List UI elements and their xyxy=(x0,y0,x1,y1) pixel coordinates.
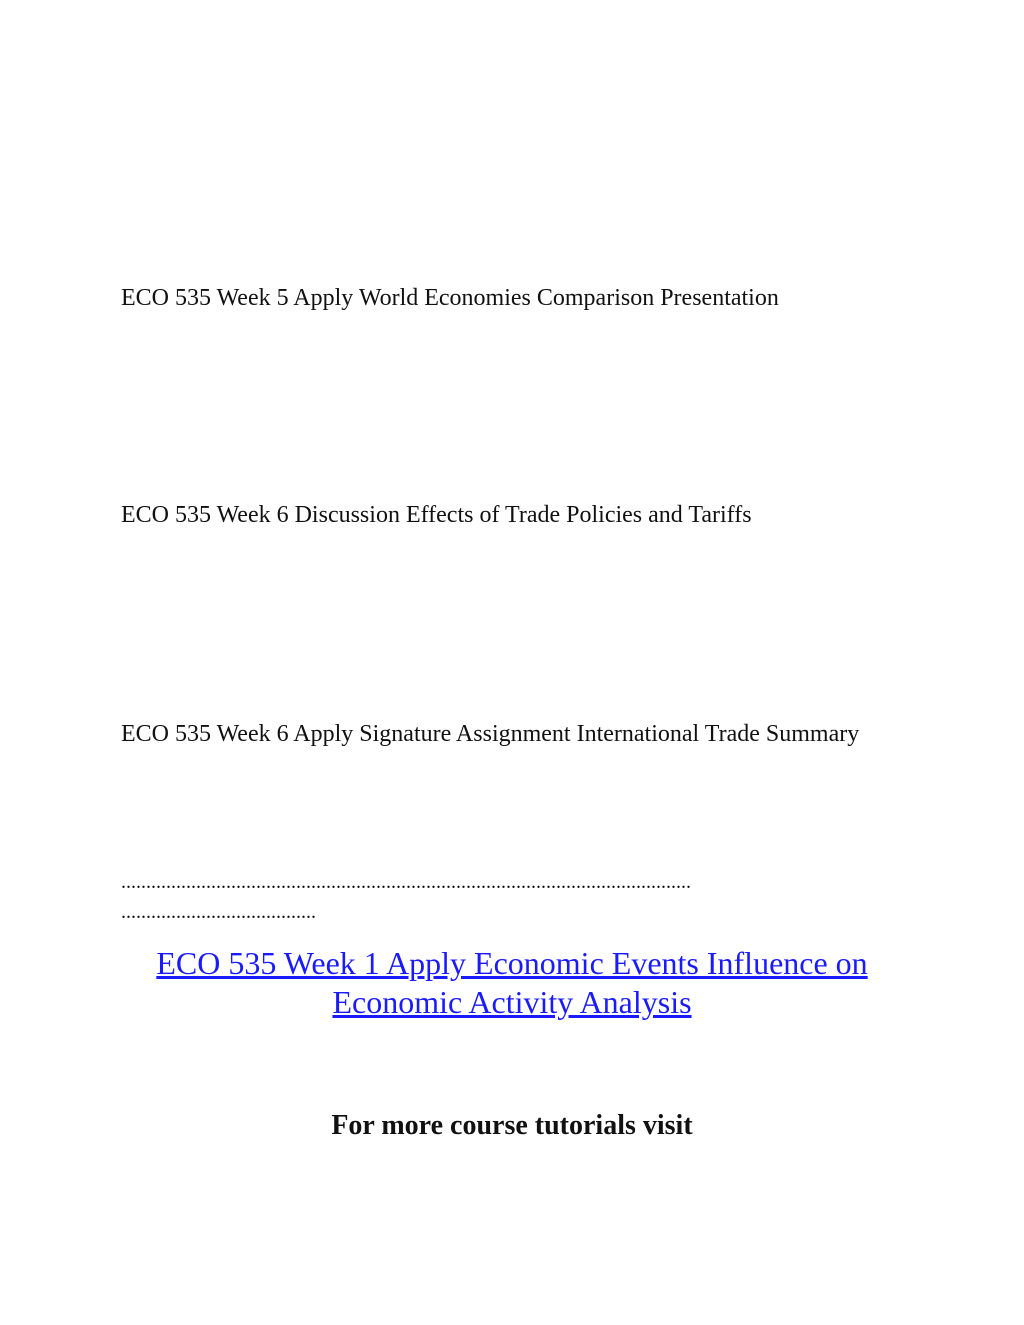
course-item-week6-discussion: ECO 535 Week 6 Discussion Effects of Trade Policies and Tariffs xyxy=(121,502,752,528)
dotted-separator-line-2: ....................................... xyxy=(121,901,316,923)
course-link-container xyxy=(100,944,924,1022)
tutorials-heading: For more course tutorials visit xyxy=(331,1110,693,1141)
dotted-separator xyxy=(121,867,911,927)
course-item-week5-apply: ECO 535 Week 5 Apply World Economies Comparison Presentation xyxy=(121,285,779,311)
course-item-week6-signature: ECO 535 Week 6 Apply Signature Assignment International Trade Summary xyxy=(121,721,860,747)
dotted-separator-line-1: .................................................................................................................. xyxy=(121,871,691,893)
course-link-week1-apply[interactable]: ECO 535 Week 1 Apply Economic Events Influence on Economic Activity Analysis xyxy=(156,945,868,1020)
